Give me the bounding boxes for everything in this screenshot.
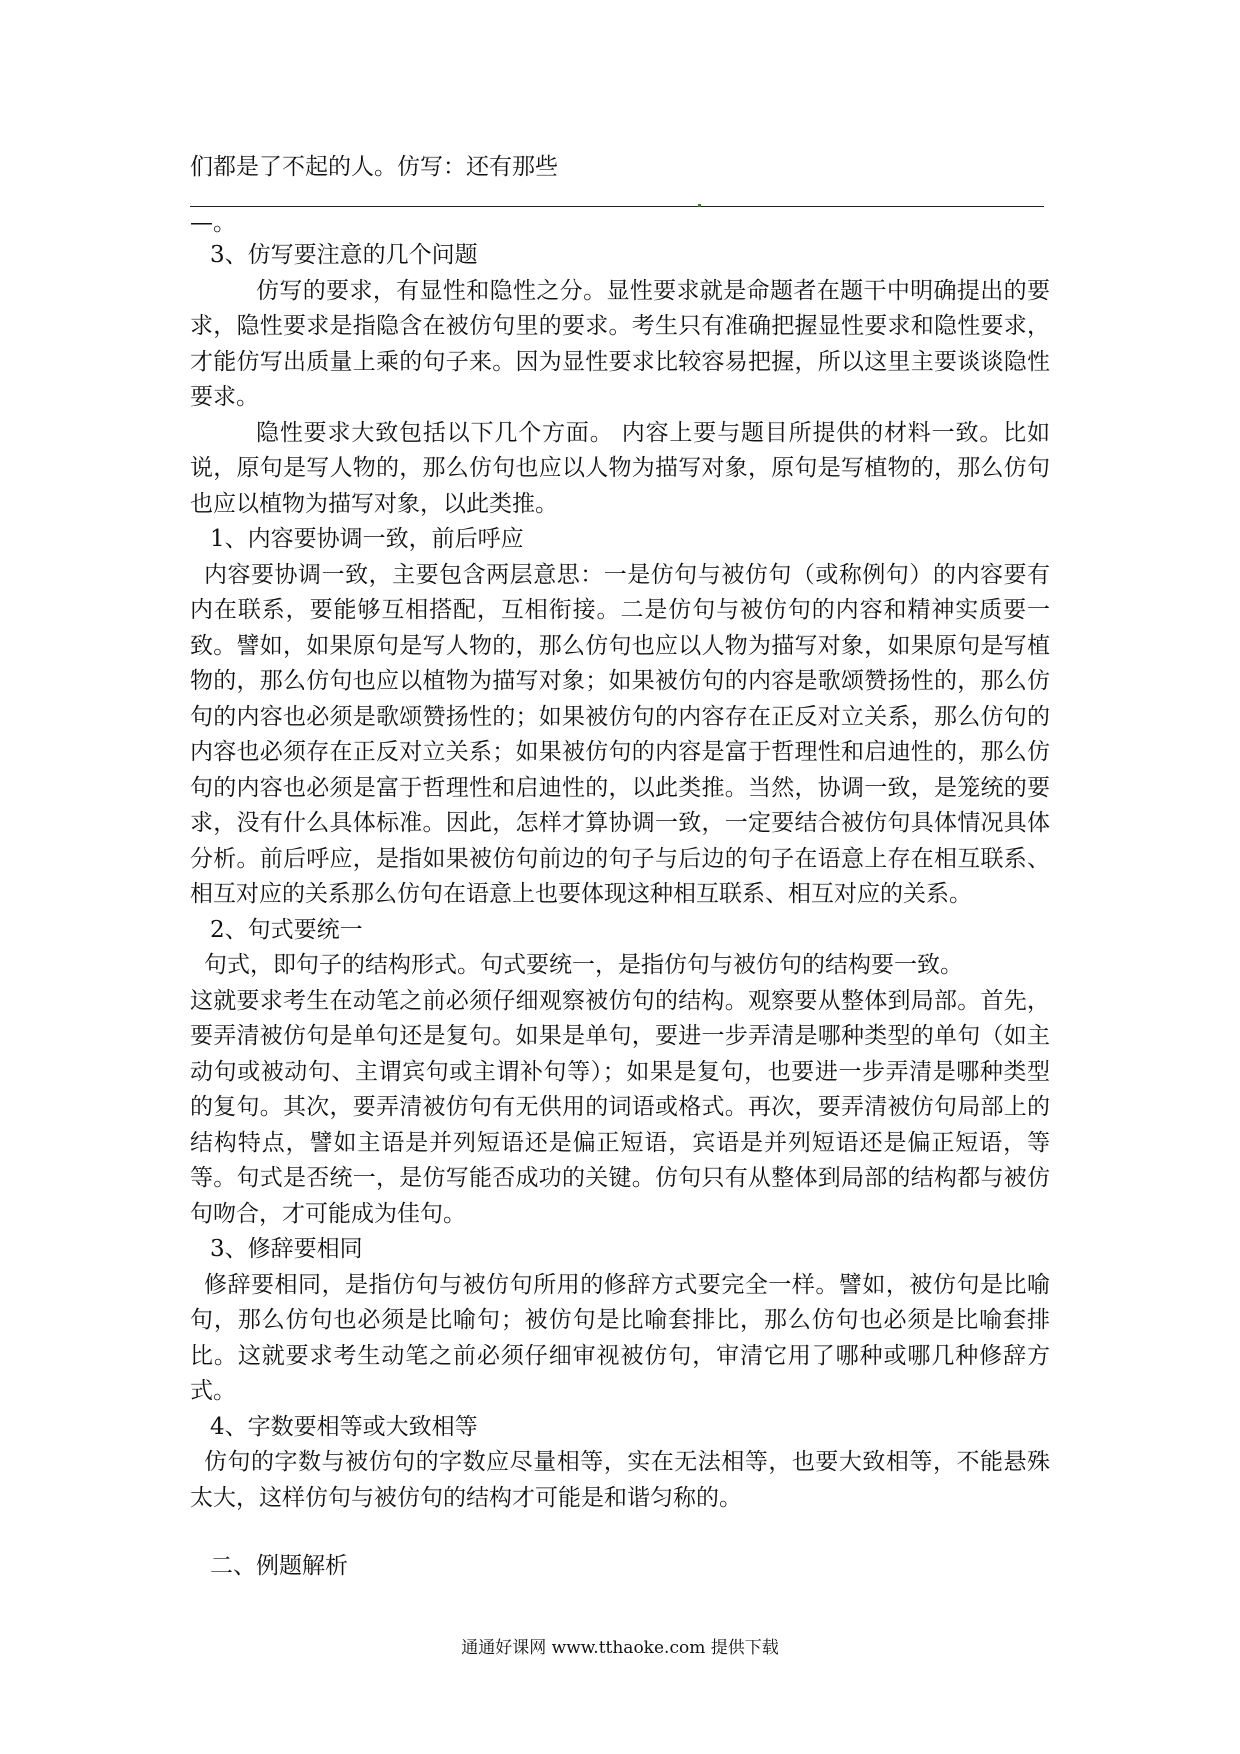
item-4-title: 4、字数要相等或大致相等 xyxy=(210,1413,478,1440)
mark-dot xyxy=(698,204,701,207)
item-3-body: 修辞要相同，是指仿句与被仿句所用的修辞方式要完全一样。譬如，被仿句是比喻句，那么仿句也必须是比喻句；被仿句是比喻套排比，那么仿句也必须是比喻套排比。这就要求考生动笔之前必须仔细审视被仿句，审清它用了哪种或哪几种修辞方式。 xyxy=(190,1271,1050,1404)
blank-tail: —。 xyxy=(190,210,236,236)
item-1-title: 1、内容要协调一致，前后呼应 xyxy=(210,526,524,552)
item-1-body: 内容要协调一致，主要包含两层意思：一是仿句与被仿句（或称例句）的内容要有内在联系，要能够互相搭配，互相衔接。二是仿句与被仿句的内容和精神实质要一致。譬如，如果原句是写人物的，那么仿句也应以人物为描写对象，如果原句是写植物的，那么仿句也应以植物为描写对象；如果被仿句的内容是歌颂赞扬性的，那么仿句的内容也必须是歌颂赞扬性的；如果被仿句的内容存在正反对立关系，那么仿句的内容也必须存在正反对立关系；如果被仿句的内容是富于哲理性和启迪性的，那么仿句的内容也必须是富于哲理性和启迪性的，以此类推。当然，协调一致，是笼统的要求，没有什么具体标准。因此，怎样才算协调一致，一定要结合被仿句具体情况具体分析。前后呼应，是指如果被仿句前边的句子与后边的句子在语意上存在相互联系、相互对应的关系那么仿句在语意上也要体现这种相互联系、相互对应的关系。 xyxy=(190,561,1050,907)
document-body xyxy=(190,150,1050,1516)
item-3-title: 3、修辞要相同 xyxy=(210,1236,363,1262)
paragraph-1: 仿写的要求，有显性和隐性之分。显性要求就是命题者在题干中明确提出的要求，隐性要求是指隐含在被仿句里的要求。考生只有准确把握显性要求和隐性要求，才能仿写出质量上乘的句子来。因为显性要求比较容易把握，所以这里主要谈谈隐性要求。 xyxy=(190,277,1050,410)
section-2-heading: 二、例题解析 xyxy=(210,1553,348,1579)
heading-3: 3、仿写要注意的几个问题 xyxy=(210,242,478,268)
page-footer: 通通好课网 www.tthaoke.com 提供下载 xyxy=(461,1638,779,1658)
item-2-body: 这就要求考生在动笔之前必须仔细观察被仿句的结构。观察要从整体到局部。首先，要弄清被仿句是单句还是复句。如果是单句，要进一步弄清是哪种类型的单句（如主动句或被动句、主谓宾句或主谓补句等）；如果是复句，也要进一步弄清是哪种类型的复句。其次，要弄清被仿句有无供用的词语或格式。再次，要弄清被仿句局部上的结构特点，譬如主语是并列短语还是偏正短语，宾语是并列短语还是偏正短语，等等。句式是否统一，是仿写能否成功的关键。仿句只有从整体到局部的结构都与被仿句吻合，才可能成为佳句。 xyxy=(190,987,1050,1227)
intro-line: 们都是了不起的人。仿写：还有那些 xyxy=(190,154,558,180)
item-2-first-line: 句式，即句子的结构形式。句式要统一，是指仿句与被仿句的结构要一致。 xyxy=(204,952,963,978)
item-2-title: 2、句式要统一 xyxy=(210,916,363,943)
paragraph-2: 隐性要求大致包括以下几个方面。 内容上要与题目所提供的材料一致。比如说，原句是写人物的，那么仿句也应以人物为描写对象，原句是写植物的，那么仿句也应以植物为描写对象，以此类推。 xyxy=(190,419,1050,517)
answer-blank-line xyxy=(190,206,1044,208)
item-4-body: 仿句的字数与被仿句的字数应尽量相等，实在无法相等，也要大致相等，不能悬殊太大，这样仿句与被仿句的结构才可能是和谐匀称的。 xyxy=(190,1449,1050,1511)
